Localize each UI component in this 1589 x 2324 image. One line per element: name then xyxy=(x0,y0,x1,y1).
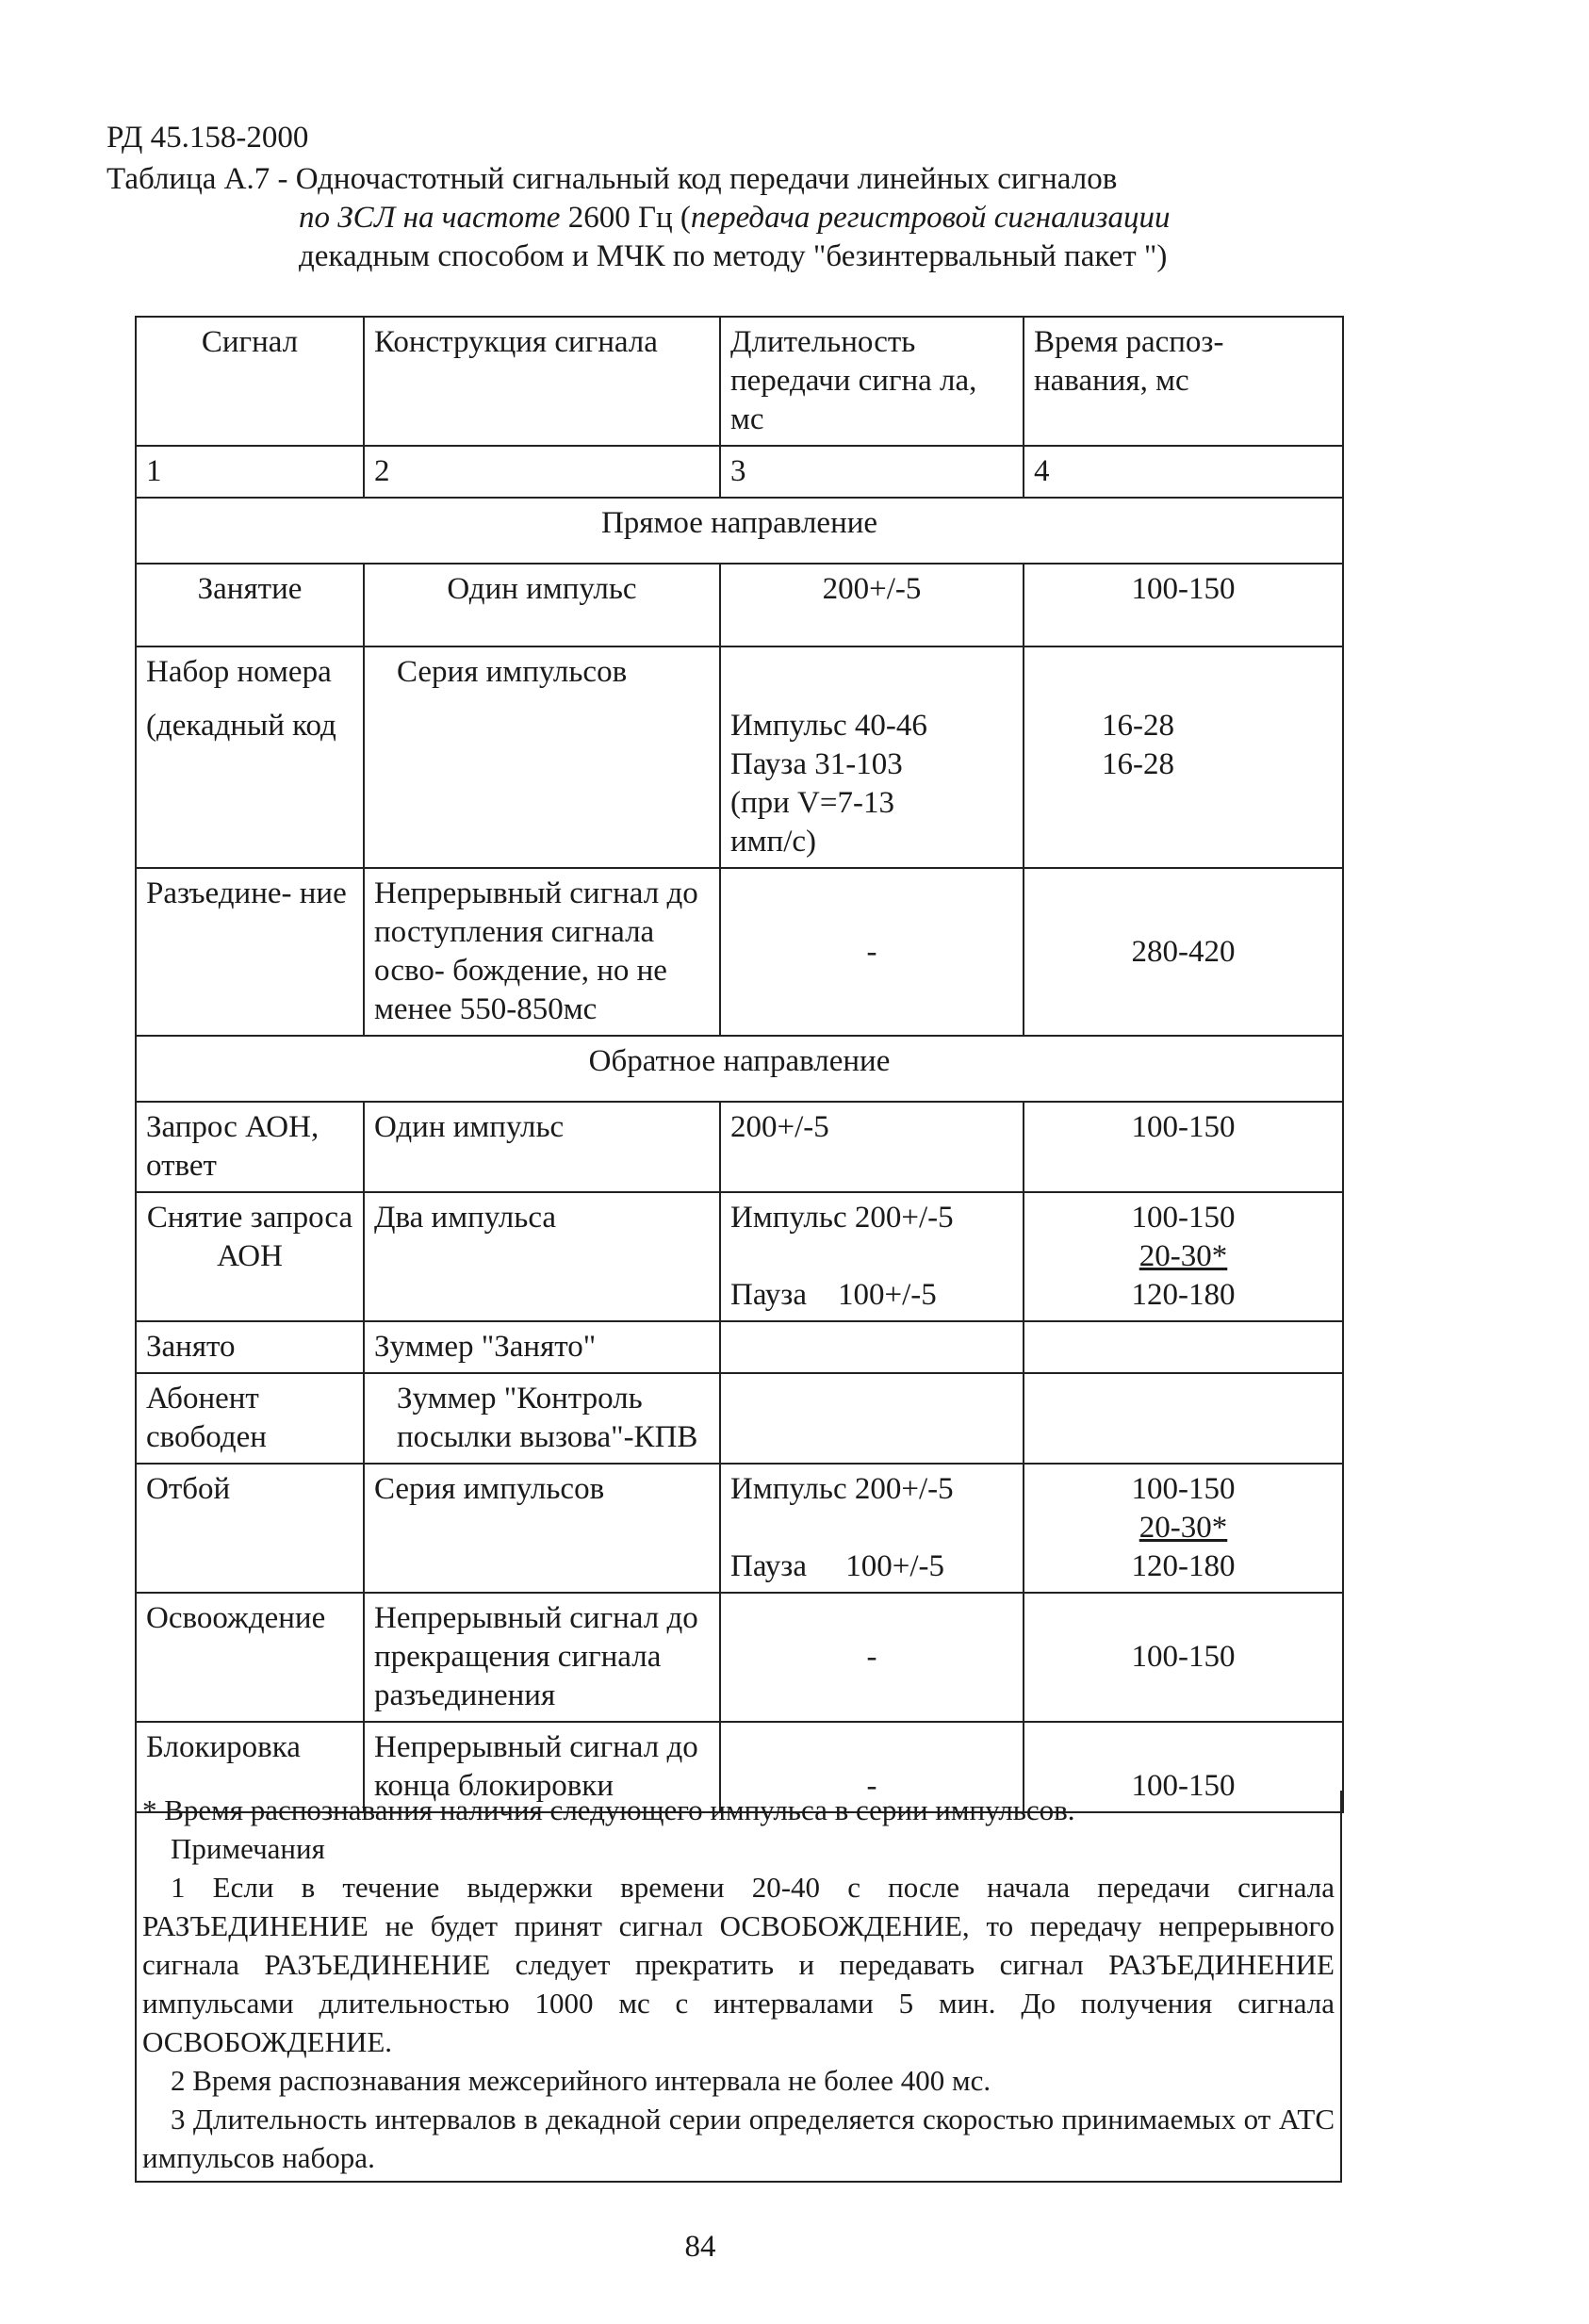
cell-signal: Разъедине- ние xyxy=(136,868,364,1036)
table-row xyxy=(136,1593,1343,1722)
header-row xyxy=(136,317,1343,446)
caption-line2-rest: 2600 Гц ( xyxy=(560,201,691,235)
caption-line3: декадным способом и МЧК по методу "безинтервальный пакет ") xyxy=(299,239,1168,273)
table-row xyxy=(136,564,1343,646)
cell-duration: 200+/-5 xyxy=(720,1102,1024,1192)
cell-signal: Снятие запроса АОН xyxy=(136,1192,364,1321)
signal-table xyxy=(135,316,1344,1813)
cell-recognition-line: 120-180 xyxy=(1131,1278,1236,1312)
table-row xyxy=(136,646,1343,868)
cell-duration-line: Импульс 200+/-5 xyxy=(730,1201,954,1235)
cell-recognition-line: 16-28 xyxy=(1102,709,1174,743)
table-caption xyxy=(106,160,1170,276)
page-number: 84 xyxy=(684,2230,716,2264)
cell-duration-line: Пауза 31-103 xyxy=(730,747,903,781)
cell-recognition-line: 16-28 xyxy=(1102,747,1174,781)
cell-duration-line: (при V=7-13 xyxy=(730,786,894,820)
table-row xyxy=(136,1464,1343,1593)
cell-duration-line: Пауза 100+/-5 xyxy=(730,1549,945,1583)
cell-duration: - xyxy=(720,1593,1024,1722)
cell-duration-line: Пауза 100+/-5 xyxy=(730,1278,937,1312)
cell-signal: Запрос АОН, ответ xyxy=(136,1102,364,1192)
table-notes xyxy=(135,1791,1342,2183)
cell-recognition xyxy=(1024,1464,1343,1593)
cell-signal: Освоождение xyxy=(136,1593,364,1722)
section-row xyxy=(136,1036,1343,1102)
cell-construction: Один импульс xyxy=(364,1102,720,1192)
cell-duration xyxy=(720,646,1024,868)
cell-construction: Один импульс xyxy=(364,564,720,646)
cell-recognition xyxy=(1024,1321,1343,1373)
cell-signal xyxy=(136,646,364,868)
cell-duration xyxy=(720,1464,1024,1593)
column-number-row xyxy=(136,446,1343,498)
column-number: 3 xyxy=(720,446,1024,498)
cell-duration xyxy=(720,1192,1024,1321)
cell-recognition: 100-150 xyxy=(1024,564,1343,646)
note-3: 3 Длительность интервалов в декадной серии определяется скоростью принимаемых от АТС импульсов набора. xyxy=(142,2103,1335,2174)
cell-construction: Непрерывный сигнал до конца блокировки xyxy=(364,1722,720,1812)
column-header-duration: Длительность передачи сигна ла, мс xyxy=(720,317,1024,446)
cell-construction: Серия импульсов xyxy=(364,646,720,868)
section-row xyxy=(136,498,1343,564)
column-number: 2 xyxy=(364,446,720,498)
cell-recognition: 100-150 xyxy=(1024,1722,1343,1812)
column-header-signal: Сигнал xyxy=(136,317,364,446)
cell-signal: Абонент свободен xyxy=(136,1373,364,1464)
cell-recognition-line: 20-30* xyxy=(1139,1511,1228,1545)
table-row xyxy=(136,1321,1343,1373)
cell-duration: 200+/-5 xyxy=(720,564,1024,646)
cell-signal: Отбой xyxy=(136,1464,364,1593)
cell-recognition-line: 100-150 xyxy=(1131,1472,1236,1506)
document-code: РД 45.158-2000 xyxy=(106,121,309,155)
cell-signal: Занятие xyxy=(136,564,364,646)
cell-recognition xyxy=(1024,646,1343,868)
cell-signal: Блокировка xyxy=(136,1722,364,1812)
cell-duration-line: имп/с) xyxy=(730,825,817,859)
column-header-recognition: Время распоз- навания, мс xyxy=(1024,317,1343,446)
note-2: 2 Время распознавания межсерийного интервала не более 400 мс. xyxy=(171,2064,991,2097)
cell-duration: - xyxy=(720,868,1024,1036)
cell-recognition: 280-420 xyxy=(1024,868,1343,1036)
cell-recognition-line: 120-180 xyxy=(1131,1549,1236,1583)
cell-construction: Зуммер "Контроль посылки вызова"-КПВ xyxy=(364,1373,720,1464)
cell-signal-line: (декадный код xyxy=(146,709,336,743)
caption-line2-italic2: передача регистровой сигнализации xyxy=(690,201,1171,235)
note-1: 1 Если в течение выдержки времени 20-40 с после начала передачи сигнала РАЗЪЕДИНЕНИЕ не будет принят сигнал ОСВОБОЖДЕНИЕ, то передачу непрерывного сигнала РАЗЪЕДИНЕНИЕ следует прекратить и передавать сигнал РАЗЪЕДИНЕНИЕ импульсами длительностью 1000 мс с интервалами 5 мин. До получения сигнала ОСВОБОЖДЕНИЕ. xyxy=(142,1871,1335,2058)
caption-line1: Одночастотный сигнальный код передачи линейных сигналов xyxy=(295,162,1118,196)
table-row xyxy=(136,1373,1343,1464)
caption-label: Таблица А.7 - xyxy=(106,162,296,196)
column-header-construction: Конструкция сигнала xyxy=(364,317,720,446)
section-backward: Обратное направление xyxy=(136,1036,1343,1102)
cell-recognition: 100-150 xyxy=(1024,1593,1343,1722)
cell-signal-line: Набор номера xyxy=(146,655,332,689)
cell-signal: Занято xyxy=(136,1321,364,1373)
table-row xyxy=(136,868,1343,1036)
cell-recognition xyxy=(1024,1192,1343,1321)
table-row xyxy=(136,1102,1343,1192)
column-number: 1 xyxy=(136,446,364,498)
cell-duration-line: Импульс 40-46 xyxy=(730,709,927,743)
cell-recognition-line: 20-30* xyxy=(1139,1239,1228,1273)
cell-construction: Два импульса xyxy=(364,1192,720,1321)
cell-construction: Зуммер "Занято" xyxy=(364,1321,720,1373)
cell-duration: - xyxy=(720,1722,1024,1812)
notes-title: Примечания xyxy=(171,1832,325,1865)
caption-line2-italic: по ЗСЛ на частоте xyxy=(299,201,561,235)
footnote: * Время распознавания наличия следующего импульса в серии импульсов. xyxy=(142,1793,1075,1826)
table-row xyxy=(136,1192,1343,1321)
cell-recognition-line: 100-150 xyxy=(1131,1201,1236,1235)
cell-duration-line: Импульс 200+/-5 xyxy=(730,1472,954,1506)
cell-duration xyxy=(720,1321,1024,1373)
cell-recognition: 100-150 xyxy=(1024,1102,1343,1192)
section-forward: Прямое направление xyxy=(136,498,1343,564)
cell-construction: Непрерывный сигнал до поступления сигнала осво- бождение, но не менее 550-850мс xyxy=(364,868,720,1036)
cell-duration xyxy=(720,1373,1024,1464)
cell-construction: Непрерывный сигнал до прекращения сигнала разъединения xyxy=(364,1593,720,1722)
cell-construction: Серия импульсов xyxy=(364,1464,720,1593)
column-number: 4 xyxy=(1024,446,1343,498)
cell-recognition xyxy=(1024,1373,1343,1464)
